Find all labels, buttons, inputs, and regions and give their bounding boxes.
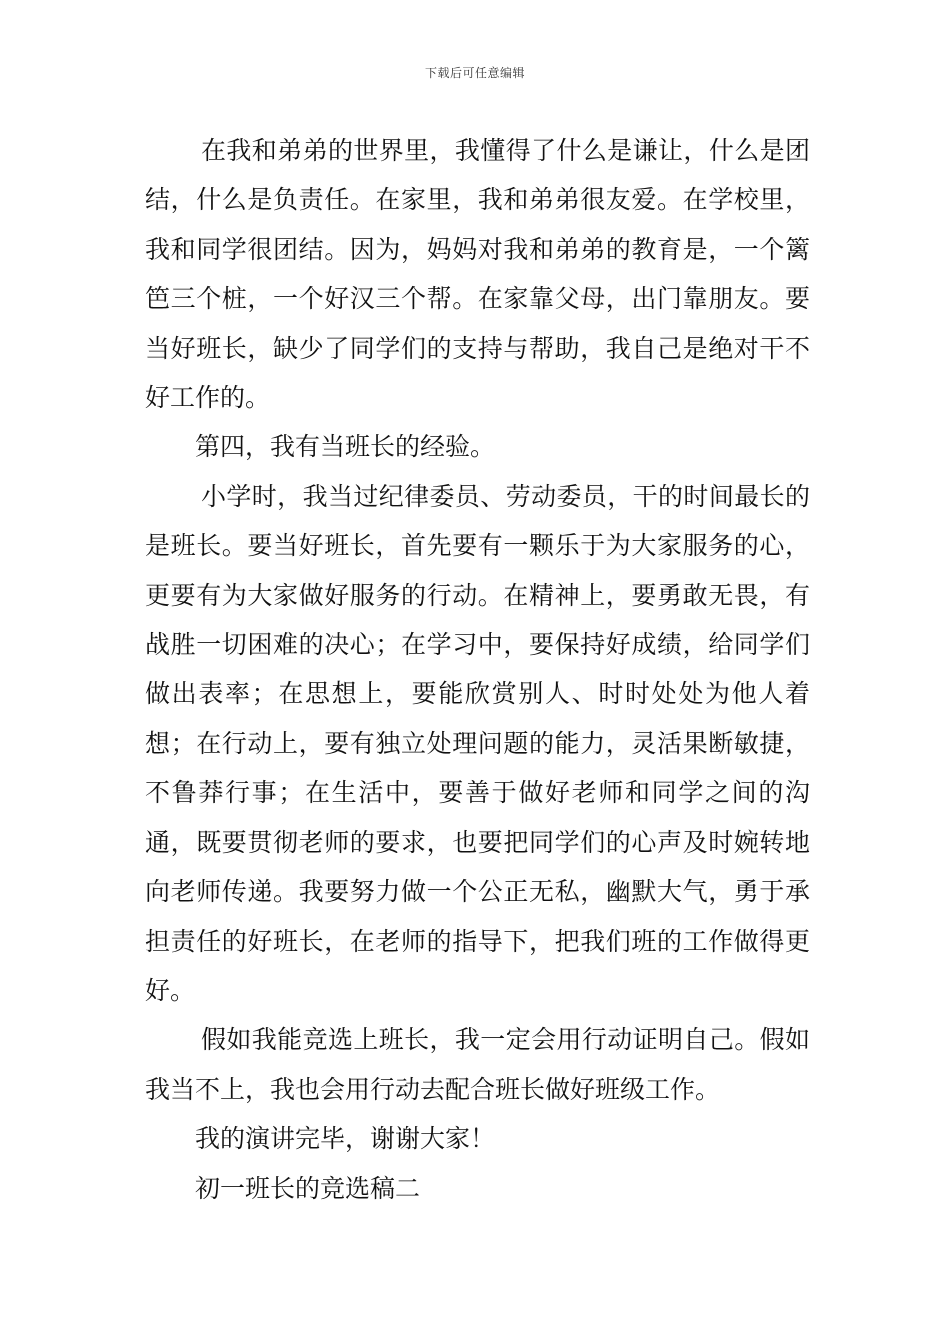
- paragraph-siblings: 在我和弟弟的世界里，我懂得了什么是谦让，什么是团结，什么是负责任。在家里，我和弟弟很友爱。在学校里，我和同学很团结。因为，妈妈对我和弟弟的教育是，一个篱笆三个桩，一个好汉三个帮。在家靠父母，出门靠朋友。要当好班长，缺少了同学们的支持与帮助，我自己是绝对干不好工作的。: [145, 136, 810, 413]
- page-header-note: 下载后可任意编辑: [424, 66, 525, 80]
- paragraph-closing: 我的演讲完毕，谢谢大家！: [195, 1124, 496, 1154]
- paragraph-experience: 小学时，我当过纪律委员、劳动委员，干的时间最长的是班长。要当好班长，首先要有一颗乐于为大家服务的心，更要有为大家做好服务的行动。在精神上，要勇敢无畏，有战胜一切困难的决心；在学习中，要保持好成绩，给同学们做出表率；在思想上，要能欣赏别人、时时处处为他人着想；在行动上，要有独立处理问题的能力，灵活果断敏捷，不鲁莽行事；在生活中，要善于做好老师和同学之间的沟通，既要贯彻老师的要求，也要把同学们的心声及时婉转地向老师传递。我要努力做一个公正无私，幽默大气，勇于承担责任的好班长，在老师的指导下，把我们班的工作做得更好。: [145, 481, 810, 1005]
- paragraph-next-title: 初一班长的竞选稿二: [195, 1173, 421, 1203]
- paragraph-fourth-point: 第四，我有当班长的经验。: [195, 432, 496, 462]
- document-body: [145, 126, 810, 1213]
- paragraph-pledge: 假如我能竞选上班长，我一定会用行动证明自己。假如我当不上，我也会用行动去配合班长做好班级工作。: [145, 1025, 810, 1104]
